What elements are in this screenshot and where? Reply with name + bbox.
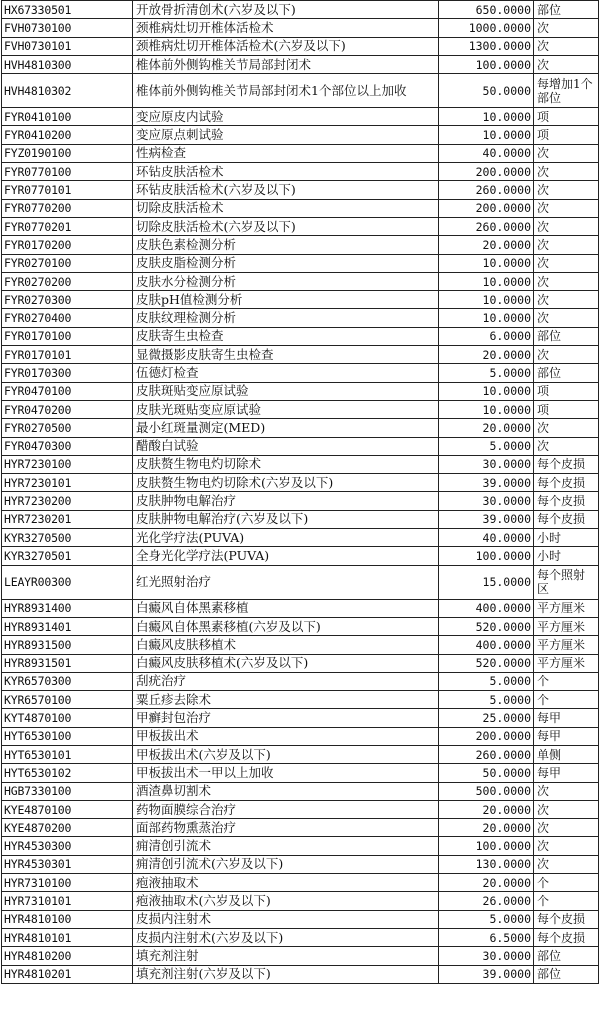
name-cell: 填充剂注射 — [133, 947, 439, 965]
name-cell: 甲板拔出术(六岁及以下) — [133, 745, 439, 763]
price-cell: 100.0000 — [439, 547, 534, 565]
code-cell: HVH4810300 — [2, 55, 133, 73]
unit-cell: 每甲 — [534, 764, 599, 782]
price-cell: 5.0000 — [439, 364, 534, 382]
code-cell: FYR0270500 — [2, 419, 133, 437]
price-cell: 100.0000 — [439, 837, 534, 855]
table-row — [2, 727, 599, 745]
table-row — [2, 636, 599, 654]
unit-cell: 次 — [534, 855, 599, 873]
table-row — [2, 437, 599, 455]
table-row — [2, 19, 599, 37]
price-cell: 10.0000 — [439, 400, 534, 418]
unit-cell: 项 — [534, 382, 599, 400]
unit-cell: 部位 — [534, 327, 599, 345]
unit-cell: 次 — [534, 163, 599, 181]
name-cell: 显微摄影皮肤寄生虫检查 — [133, 346, 439, 364]
code-cell: FYR0470300 — [2, 437, 133, 455]
name-cell: 痈清创引流术 — [133, 837, 439, 855]
code-cell: FYR0270400 — [2, 309, 133, 327]
name-cell: 粟丘疹去除术 — [133, 691, 439, 709]
name-cell: 皮肤光斑贴变应原试验 — [133, 400, 439, 418]
name-cell: 皮肤肿物电解治疗(六岁及以下) — [133, 510, 439, 528]
price-cell: 6.5000 — [439, 928, 534, 946]
unit-cell: 部位 — [534, 364, 599, 382]
code-cell: KYR6570100 — [2, 691, 133, 709]
code-cell: HYT6530101 — [2, 745, 133, 763]
price-cell: 5.0000 — [439, 691, 534, 709]
name-cell: 皮肤赘生物电灼切除术 — [133, 455, 439, 473]
price-cell: 20.0000 — [439, 236, 534, 254]
unit-cell: 次 — [534, 181, 599, 199]
table-row — [2, 291, 599, 309]
name-cell: 皮肤纹理检测分析 — [133, 309, 439, 327]
price-cell: 10.0000 — [439, 126, 534, 144]
name-cell: 环钻皮肤活检术(六岁及以下) — [133, 181, 439, 199]
table-row — [2, 327, 599, 345]
code-cell: HYR7230200 — [2, 492, 133, 510]
code-cell: HYR8931500 — [2, 636, 133, 654]
price-cell: 39.0000 — [439, 510, 534, 528]
code-cell: FVH0730100 — [2, 19, 133, 37]
code-cell: HYR8931401 — [2, 617, 133, 635]
unit-cell: 部位 — [534, 965, 599, 983]
code-cell: HYT6530100 — [2, 727, 133, 745]
price-cell: 5.0000 — [439, 672, 534, 690]
price-cell: 500.0000 — [439, 782, 534, 800]
price-cell: 40.0000 — [439, 529, 534, 547]
name-cell: 椎体前外侧钩椎关节局部封闭术 — [133, 55, 439, 73]
price-cell: 30.0000 — [439, 492, 534, 510]
code-cell: KYT4870100 — [2, 709, 133, 727]
table-row — [2, 764, 599, 782]
code-cell: HYR7230101 — [2, 474, 133, 492]
code-cell: HYR7230201 — [2, 510, 133, 528]
name-cell: 皮肤皮脂检测分析 — [133, 254, 439, 272]
price-cell: 50.0000 — [439, 764, 534, 782]
code-cell: HYR4810201 — [2, 965, 133, 983]
name-cell: 甲癣封包治疗 — [133, 709, 439, 727]
price-cell: 130.0000 — [439, 855, 534, 873]
code-cell: FYR0470100 — [2, 382, 133, 400]
unit-cell: 小时 — [534, 547, 599, 565]
price-cell: 1300.0000 — [439, 37, 534, 55]
unit-cell: 每个皮损 — [534, 492, 599, 510]
unit-cell: 次 — [534, 37, 599, 55]
name-cell: 刮疣治疗 — [133, 672, 439, 690]
price-cell: 260.0000 — [439, 745, 534, 763]
name-cell: 皮损内注射术 — [133, 910, 439, 928]
unit-cell: 次 — [534, 782, 599, 800]
unit-cell: 部位 — [534, 947, 599, 965]
table-row — [2, 108, 599, 126]
name-cell: 伍德灯检查 — [133, 364, 439, 382]
table-row — [2, 745, 599, 763]
unit-cell: 单侧 — [534, 745, 599, 763]
unit-cell: 次 — [534, 309, 599, 327]
unit-cell: 次 — [534, 217, 599, 235]
unit-cell: 部位 — [534, 1, 599, 19]
unit-cell: 次 — [534, 437, 599, 455]
name-cell: 疱液抽取术(六岁及以下) — [133, 892, 439, 910]
name-cell: 甲板拔出术 — [133, 727, 439, 745]
code-cell: FYR0770200 — [2, 199, 133, 217]
price-cell: 200.0000 — [439, 199, 534, 217]
table-row — [2, 837, 599, 855]
price-cell: 100.0000 — [439, 55, 534, 73]
code-cell: FYR0770101 — [2, 181, 133, 199]
code-cell: FYR0410100 — [2, 108, 133, 126]
name-cell: 性病检查 — [133, 144, 439, 162]
code-cell: FVH0730101 — [2, 37, 133, 55]
table-row — [2, 163, 599, 181]
table-row — [2, 1, 599, 19]
code-cell: HVH4810302 — [2, 74, 133, 108]
unit-cell: 每个照射区 — [534, 565, 599, 599]
price-cell: 20.0000 — [439, 874, 534, 892]
code-cell: KYE4870200 — [2, 819, 133, 837]
name-cell: 白癜风皮肤移植术(六岁及以下) — [133, 654, 439, 672]
table-row — [2, 910, 599, 928]
code-cell: FYR0170100 — [2, 327, 133, 345]
table-row — [2, 672, 599, 690]
name-cell: 面部药物熏蒸治疗 — [133, 819, 439, 837]
price-cell: 10.0000 — [439, 254, 534, 272]
price-cell: 30.0000 — [439, 947, 534, 965]
price-cell: 20.0000 — [439, 419, 534, 437]
unit-cell: 平方厘米 — [534, 617, 599, 635]
code-cell: FYR0770100 — [2, 163, 133, 181]
name-cell: 甲板拔出术一甲以上加收 — [133, 764, 439, 782]
price-cell: 200.0000 — [439, 163, 534, 181]
code-cell: HYR4530300 — [2, 837, 133, 855]
code-cell: FYR0270200 — [2, 272, 133, 290]
table-row — [2, 400, 599, 418]
table-row — [2, 272, 599, 290]
name-cell: 皮肤寄生虫检查 — [133, 327, 439, 345]
table-row — [2, 691, 599, 709]
unit-cell: 每增加1个部位 — [534, 74, 599, 108]
name-cell: 最小红斑量测定(MED) — [133, 419, 439, 437]
code-cell: HYR7310100 — [2, 874, 133, 892]
table-row — [2, 565, 599, 599]
table-row — [2, 782, 599, 800]
price-cell: 520.0000 — [439, 654, 534, 672]
price-cell: 40.0000 — [439, 144, 534, 162]
table-row — [2, 855, 599, 873]
name-cell: 椎体前外侧钩椎关节局部封闭术1个部位以上加收 — [133, 74, 439, 108]
code-cell: KYR6570300 — [2, 672, 133, 690]
name-cell: 药物面膜综合治疗 — [133, 800, 439, 818]
name-cell: 疱液抽取术 — [133, 874, 439, 892]
code-cell: HYR7310101 — [2, 892, 133, 910]
price-cell: 260.0000 — [439, 181, 534, 199]
price-cell: 39.0000 — [439, 965, 534, 983]
code-cell: FYR0170300 — [2, 364, 133, 382]
table-row — [2, 382, 599, 400]
price-cell: 5.0000 — [439, 437, 534, 455]
price-cell: 25.0000 — [439, 709, 534, 727]
name-cell: 光化学疗法(PUVA) — [133, 529, 439, 547]
name-cell: 皮肤斑贴变应原试验 — [133, 382, 439, 400]
unit-cell: 项 — [534, 108, 599, 126]
unit-cell: 次 — [534, 19, 599, 37]
unit-cell: 每个皮损 — [534, 455, 599, 473]
unit-cell: 每个皮损 — [534, 474, 599, 492]
unit-cell: 次 — [534, 291, 599, 309]
unit-cell: 每个皮损 — [534, 928, 599, 946]
price-cell: 20.0000 — [439, 346, 534, 364]
name-cell: 痈清创引流术(六岁及以下) — [133, 855, 439, 873]
unit-cell: 项 — [534, 400, 599, 418]
unit-cell: 个 — [534, 691, 599, 709]
name-cell: 环钻皮肤活检术 — [133, 163, 439, 181]
code-cell: FYR0770201 — [2, 217, 133, 235]
table-row — [2, 55, 599, 73]
price-cell: 10.0000 — [439, 108, 534, 126]
unit-cell: 次 — [534, 254, 599, 272]
name-cell: 醋酸白试验 — [133, 437, 439, 455]
table-row — [2, 529, 599, 547]
table-row — [2, 181, 599, 199]
price-cell: 20.0000 — [439, 819, 534, 837]
name-cell: 白癜风自体黑素移植 — [133, 599, 439, 617]
price-cell: 10.0000 — [439, 382, 534, 400]
name-cell: 皮损内注射术(六岁及以下) — [133, 928, 439, 946]
unit-cell: 次 — [534, 346, 599, 364]
table-row — [2, 364, 599, 382]
name-cell: 皮肤水分检测分析 — [133, 272, 439, 290]
table-row — [2, 547, 599, 565]
code-cell: HYR4810100 — [2, 910, 133, 928]
fee-table — [1, 0, 599, 984]
price-cell: 400.0000 — [439, 636, 534, 654]
name-cell: 红光照射治疗 — [133, 565, 439, 599]
table-row — [2, 928, 599, 946]
name-cell: 切除皮肤活检术 — [133, 199, 439, 217]
unit-cell: 平方厘米 — [534, 636, 599, 654]
name-cell: 皮肤肿物电解治疗 — [133, 492, 439, 510]
fee-table-body — [2, 1, 599, 984]
name-cell: 酒渣鼻切割术 — [133, 782, 439, 800]
unit-cell: 次 — [534, 837, 599, 855]
code-cell: HX67330501 — [2, 1, 133, 19]
unit-cell: 项 — [534, 126, 599, 144]
price-cell: 26.0000 — [439, 892, 534, 910]
table-row — [2, 892, 599, 910]
code-cell: KYR3270501 — [2, 547, 133, 565]
code-cell: HYR4810101 — [2, 928, 133, 946]
table-row — [2, 199, 599, 217]
name-cell: 皮肤色素检测分析 — [133, 236, 439, 254]
table-row — [2, 654, 599, 672]
code-cell: FYR0410200 — [2, 126, 133, 144]
name-cell: 皮肤pH值检测分析 — [133, 291, 439, 309]
name-cell: 颈椎病灶切开椎体活检术 — [133, 19, 439, 37]
unit-cell: 个 — [534, 672, 599, 690]
price-cell: 200.0000 — [439, 727, 534, 745]
code-cell: FYR0470200 — [2, 400, 133, 418]
table-row — [2, 126, 599, 144]
name-cell: 全身光化学疗法(PUVA) — [133, 547, 439, 565]
unit-cell: 每个皮损 — [534, 910, 599, 928]
table-row — [2, 510, 599, 528]
table-row — [2, 37, 599, 55]
price-cell: 5.0000 — [439, 910, 534, 928]
unit-cell: 次 — [534, 144, 599, 162]
unit-cell: 次 — [534, 236, 599, 254]
price-cell: 50.0000 — [439, 74, 534, 108]
code-cell: HYR4530301 — [2, 855, 133, 873]
unit-cell: 次 — [534, 419, 599, 437]
price-cell: 650.0000 — [439, 1, 534, 19]
name-cell: 填充剂注射(六岁及以下) — [133, 965, 439, 983]
code-cell: LEAYR00300 — [2, 565, 133, 599]
unit-cell: 平方厘米 — [534, 599, 599, 617]
code-cell: FYR0170200 — [2, 236, 133, 254]
price-cell: 20.0000 — [439, 800, 534, 818]
table-row — [2, 217, 599, 235]
code-cell: HYR4810200 — [2, 947, 133, 965]
price-cell: 39.0000 — [439, 474, 534, 492]
name-cell: 白癜风皮肤移植术 — [133, 636, 439, 654]
code-cell: HGB7330100 — [2, 782, 133, 800]
price-cell: 400.0000 — [439, 599, 534, 617]
price-cell: 260.0000 — [439, 217, 534, 235]
code-cell: KYR3270500 — [2, 529, 133, 547]
name-cell: 变应原皮内试验 — [133, 108, 439, 126]
code-cell: FYR0170101 — [2, 346, 133, 364]
price-cell: 30.0000 — [439, 455, 534, 473]
table-row — [2, 709, 599, 727]
price-cell: 10.0000 — [439, 291, 534, 309]
table-row — [2, 492, 599, 510]
unit-cell: 每甲 — [534, 727, 599, 745]
code-cell: FYZ0190100 — [2, 144, 133, 162]
price-cell: 10.0000 — [439, 309, 534, 327]
code-cell: KYE4870100 — [2, 800, 133, 818]
price-cell: 15.0000 — [439, 565, 534, 599]
unit-cell: 次 — [534, 55, 599, 73]
price-cell: 1000.0000 — [439, 19, 534, 37]
table-row — [2, 236, 599, 254]
table-row — [2, 419, 599, 437]
table-row — [2, 617, 599, 635]
unit-cell: 平方厘米 — [534, 654, 599, 672]
unit-cell: 个 — [534, 892, 599, 910]
table-row — [2, 874, 599, 892]
unit-cell: 次 — [534, 819, 599, 837]
table-row — [2, 947, 599, 965]
table-row — [2, 800, 599, 818]
price-cell: 10.0000 — [439, 272, 534, 290]
table-row — [2, 965, 599, 983]
table-row — [2, 309, 599, 327]
name-cell: 变应原点刺试验 — [133, 126, 439, 144]
name-cell: 颈椎病灶切开椎体活检术(六岁及以下) — [133, 37, 439, 55]
unit-cell: 小时 — [534, 529, 599, 547]
code-cell: HYR8931400 — [2, 599, 133, 617]
code-cell: HYT6530102 — [2, 764, 133, 782]
table-row — [2, 346, 599, 364]
name-cell: 开放骨折清创术(六岁及以下) — [133, 1, 439, 19]
unit-cell: 次 — [534, 800, 599, 818]
code-cell: HYR7230100 — [2, 455, 133, 473]
name-cell: 切除皮肤活检术(六岁及以下) — [133, 217, 439, 235]
unit-cell: 个 — [534, 874, 599, 892]
table-row — [2, 254, 599, 272]
price-cell: 6.0000 — [439, 327, 534, 345]
code-cell: FYR0270300 — [2, 291, 133, 309]
table-row — [2, 819, 599, 837]
table-row — [2, 74, 599, 108]
code-cell: HYR8931501 — [2, 654, 133, 672]
name-cell: 皮肤赘生物电灼切除术(六岁及以下) — [133, 474, 439, 492]
table-row — [2, 599, 599, 617]
table-row — [2, 144, 599, 162]
table-row — [2, 474, 599, 492]
unit-cell: 次 — [534, 199, 599, 217]
name-cell: 白癜风自体黑素移植(六岁及以下) — [133, 617, 439, 635]
table-row — [2, 455, 599, 473]
unit-cell: 每甲 — [534, 709, 599, 727]
unit-cell: 每个皮损 — [534, 510, 599, 528]
price-cell: 520.0000 — [439, 617, 534, 635]
unit-cell: 次 — [534, 272, 599, 290]
code-cell: FYR0270100 — [2, 254, 133, 272]
